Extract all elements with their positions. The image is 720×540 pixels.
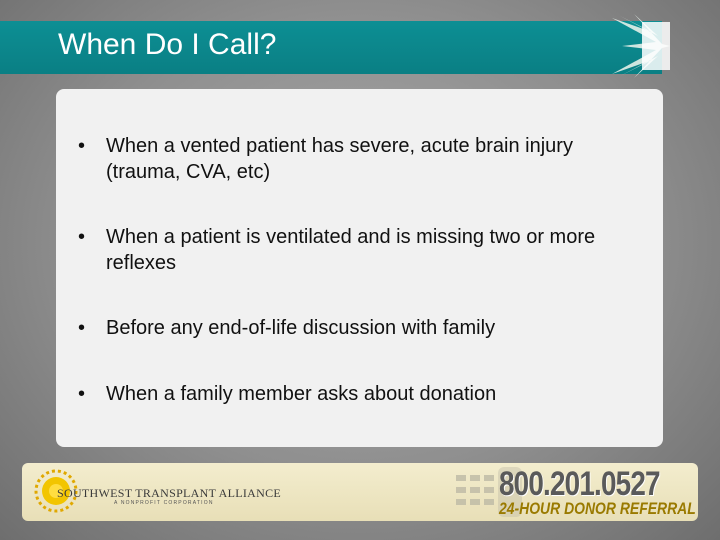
bullet-marker: • xyxy=(78,226,86,248)
bullet-marker: • xyxy=(78,317,86,339)
slide-title: When Do I Call? xyxy=(58,28,277,61)
organization-name: SOUTHWEST TRANSPLANT ALLIANCE xyxy=(57,486,282,500)
bullet-item xyxy=(78,133,648,185)
organization-subtitle: A NONPROFIT CORPORATION xyxy=(114,500,214,506)
bullet-marker: • xyxy=(78,383,86,405)
footer-banner xyxy=(22,463,698,521)
bullet-text: When a patient is ventilated and is missing two or more reflexes xyxy=(106,226,596,274)
starburst-icon xyxy=(612,14,670,78)
bullet-item xyxy=(78,381,648,407)
bullet-item xyxy=(78,315,648,341)
bullet-item xyxy=(78,224,648,276)
bullet-text: When a family member asks about donation xyxy=(106,383,497,405)
bullet-text: Before any end-of-life discussion with family xyxy=(106,317,496,339)
referral-phone-number[interactable]: 800.201.0527 xyxy=(499,465,660,503)
bullet-marker: • xyxy=(78,135,86,157)
content-panel xyxy=(56,89,663,447)
bullet-text: When a vented patient has severe, acute brain injury (trauma, CVA, etc) xyxy=(106,135,573,183)
referral-label: 24-HOUR DONOR REFERRAL xyxy=(499,499,696,518)
